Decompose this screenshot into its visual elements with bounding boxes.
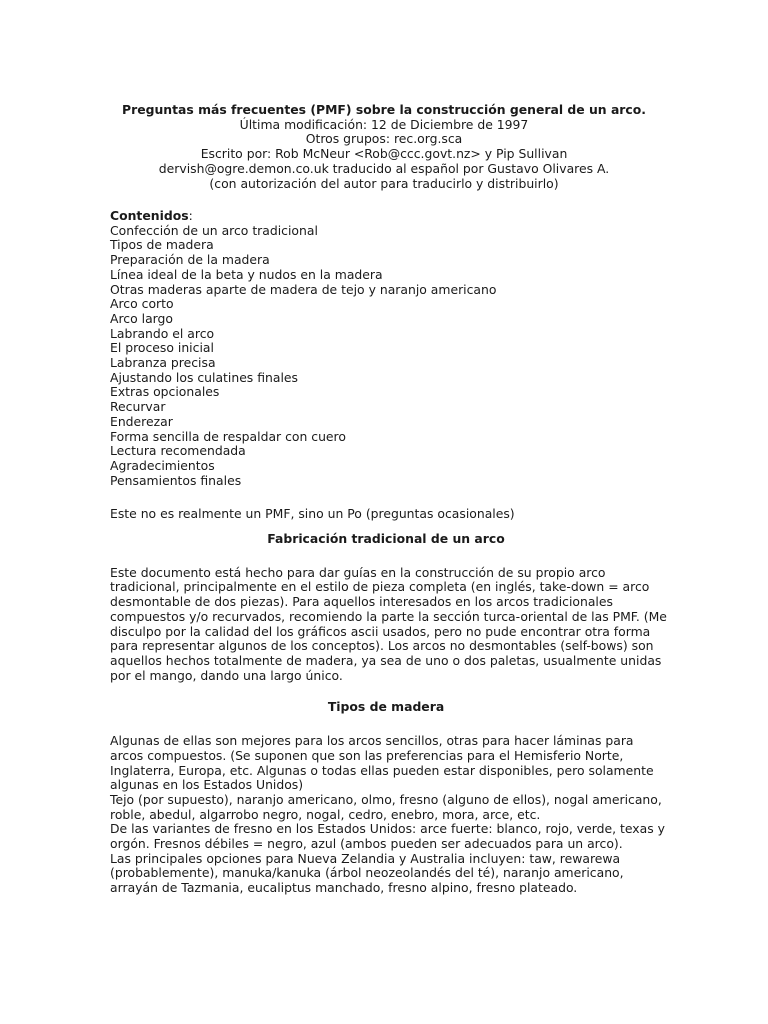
contents-item: Arco largo — [110, 310, 173, 326]
contents-item: Lectura recomendada — [110, 443, 246, 459]
document-header — [0, 103, 768, 191]
contents-item: Forma sencilla de respaldar con cuero — [110, 428, 346, 444]
faq-note: Este no es realmente un PMF, sino un Po (preguntas ocasionales) — [110, 506, 515, 522]
contents-item: Enderezar — [110, 413, 173, 429]
contents-item: Arco corto — [110, 296, 174, 312]
paragraph-traditional: Este documento está hecho para dar guías en la construcción de su propio arco tradicional, principalmente en el estilo de pieza completa (en inglés, take-down = arco desmontable de dos piezas). Para aquellos interesados en los arcos tradicionales compuestos y/o recurvados, recomiendo la parte la sección turca-oriental de las PMF. (Me disculpo por la calidad del los gráficos ascii usados, pero no pude encontrar otra forma para representar algunos de los conceptos). Los arcos no desmontables (self-bows) son aquellos hechos totalmente de madera, ya sea de uno o dos paletas, usualmente unidas por el mango, dando una largo único. — [110, 564, 667, 683]
document-body — [110, 209, 670, 896]
contents-heading: Contenidos — [110, 208, 189, 223]
section-heading-traditional: Fabricación tradicional de un arco — [267, 531, 505, 547]
paragraph-nz-australia: Las principales opciones para Nueva Zelandia y Australia incluyen: taw, rewarewa (probablemente), manuka/kanuka (árbol neozeolandés del té), naranjo americano, arrayán de Tazmania, eucaliptus manchado, fresno alpino, fresno plateado. — [110, 850, 624, 896]
other-groups: Otros grupos: rec.org.sca — [305, 131, 463, 147]
contents-item: Ajustando los culatines finales — [110, 369, 298, 385]
document-title: Preguntas más frecuentes (PMF) sobre la construcción general de un arco. — [122, 102, 646, 117]
contents-item: Pensamientos finales — [110, 472, 242, 488]
translator-line: dervish@ogre.demon.co.uk traducido al español por Gustavo Olivares A. — [158, 160, 610, 176]
last-modified: Última modificación: 12 de Diciembre de 1997 — [239, 116, 529, 132]
contents-item: El proceso inicial — [110, 340, 214, 356]
section-heading-wood-types: Tipos de madera — [327, 699, 445, 715]
contents-item: Labrando el arco — [110, 325, 215, 341]
contents-item: Labranza precisa — [110, 355, 216, 371]
contents-item: Confección de un arco tradicional — [110, 222, 318, 238]
contents-item: Recurvar — [110, 399, 166, 415]
contents-item: Línea ideal de la beta y nudos en la madera — [110, 266, 383, 282]
contents-item: Preparación de la madera — [110, 252, 270, 268]
paragraph-ash-variants: De las variantes de fresno en los Estados Unidos: arce fuerte: blanco, rojo, verde, texas y orgón. Fresnos débiles = negro, azul (ambos pueden ser adecuados para un arco). — [110, 821, 665, 852]
table-of-contents — [110, 209, 670, 488]
contents-item: Extras opcionales — [110, 384, 220, 400]
authorization-note: (con autorización del autor para traducirlo y distribuirlo) — [209, 175, 559, 191]
contents-item: Otras maderas aparte de madera de tejo y naranjo americano — [110, 281, 497, 297]
contents-item: Agradecimientos — [110, 457, 215, 473]
contents-item: Tipos de madera — [110, 237, 214, 253]
paragraph-wood-intro: Algunas de ellas son mejores para los arcos sencillos, otras para hacer láminas para arcos compuestos. (Se suponen que son las preferencias para el Hemisferio Norte, Inglaterra, Europa, etc. Algunas o todas ellas pueden estar disponibles, pero solamente algunas en los Estados Unidos) — [110, 733, 654, 793]
author-line: Escrito por: Rob McNeur <Rob@ccc.govt.nz> y Pip Sullivan — [200, 146, 568, 162]
contents-colon: : — [188, 208, 193, 223]
paragraph-wood-list: Tejo (por supuesto), naranjo americano, olmo, fresno (alguno de ellos), nogal americano, roble, abedul, algarrobo negro, nogal, cedro, enebro, mora, arce, etc. — [110, 791, 662, 822]
contents-list — [110, 224, 670, 489]
